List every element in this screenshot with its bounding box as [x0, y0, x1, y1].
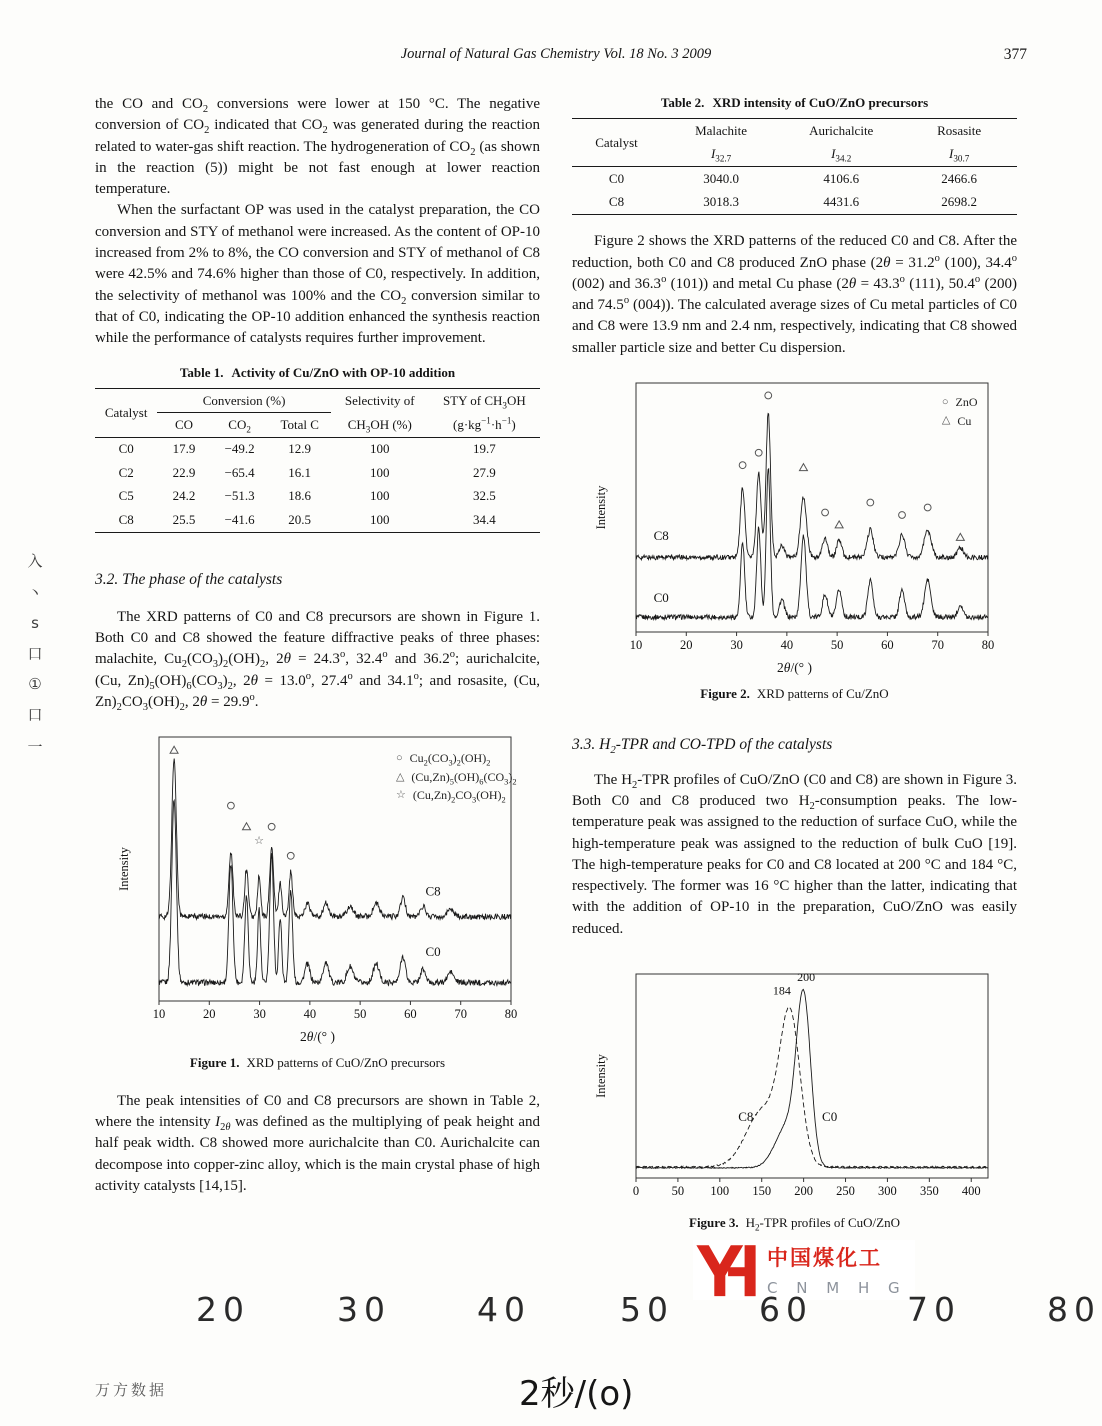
- journal-title: Journal of Natural Gas Chemistry Vol. 18 No. 3 2009: [400, 46, 712, 62]
- figure-3-label: Figure 3.: [689, 1215, 739, 1231]
- figure-1-xaxis-label: 2θ/(° ): [300, 1029, 335, 1045]
- table-1-label: Table 1.: [179, 364, 224, 380]
- figure-3: [572, 966, 1017, 1232]
- handwritten-stamp: 2秒/(o): [519, 1374, 634, 1414]
- paragraph: When the surfactant OP was used in the catalyst preparation, the CO conversion and STY of methanol were increased. As the content of OP-10 increased from 2% to 8%, the CO conversion and STY of methanol of C8 were 42.5% and 74.6% higher than those of C0, respectively. In addition, the selectivity of methanol was 100% and the $CO_2$ conversion similar to that of C0, indicating the OP-10 addition enhanced the synthesis reaction while the performance of catalysts requires further improvement.: [95, 202, 540, 347]
- two-column-body: [95, 92, 1017, 1232]
- svg-text:100: 100: [709, 1184, 729, 1199]
- svg-text:40: 40: [303, 1007, 316, 1022]
- cnmhg-logo-chinese: 中国煤化工: [767, 1246, 882, 1270]
- cell: −51.3: [224, 488, 255, 504]
- svg-text:184: 184: [772, 983, 791, 998]
- cell: −41.6: [211, 508, 269, 532]
- svg-text:50: 50: [671, 1184, 684, 1199]
- table-row: [95, 508, 540, 532]
- figure-2-caption-text: XRD patterns of Cu/ZnO: [756, 686, 889, 702]
- header-cell: $CO_2$: [211, 413, 269, 437]
- bottom-scale-number: 60: [759, 1290, 813, 1329]
- watermark-glyph: 口: [27, 706, 43, 724]
- svg-text:C0: C0: [653, 590, 669, 606]
- svg-text:Intensity: Intensity: [593, 485, 608, 530]
- header-cell: Malachite: [661, 119, 781, 143]
- watermark-glyph: 入: [27, 552, 43, 570]
- svg-text:20: 20: [679, 638, 693, 653]
- svg-text:50: 50: [830, 638, 843, 653]
- svg-text:10: 10: [629, 638, 642, 653]
- cell: C8: [572, 191, 661, 215]
- header-cell: Aurichalcite: [781, 119, 901, 143]
- bottom-scale-number: 70: [907, 1290, 961, 1329]
- cell: −49.2: [224, 441, 255, 457]
- table-row: [95, 413, 540, 437]
- table-2-title: XRD intensity of CuO/ZnO precursors: [712, 95, 929, 110]
- table-1-title: Activity of Cu/ZnO with OP-10 addition: [231, 364, 456, 380]
- legend-item: △ $(Cu,Zn)_5(OH)_6(CO_3)_2$: [395, 769, 517, 787]
- figure-3-plot: [590, 966, 1000, 1206]
- cell: C0: [608, 170, 625, 186]
- figure-2-plot: [590, 375, 1000, 660]
- svg-text:20: 20: [202, 1007, 216, 1022]
- table-row: [572, 191, 1017, 215]
- cell: 25.5: [157, 508, 210, 532]
- svg-text:250: 250: [835, 1184, 855, 1199]
- svg-text:C0: C0: [821, 1108, 837, 1124]
- paragraph: the CO and $CO_2$ conversions were lower at 150 °C. The negative conversion of $CO_2$ indicated that $CO_2$ was generated during the reaction related to water-gas shift reaction. The hydrogeneration of $CO_2$ (as shown in the reaction (5)) might be not fast enough at lower reaction temperature.: [95, 96, 541, 198]
- table-row: [572, 167, 1017, 191]
- figure-1-label: Figure 1.: [189, 1055, 240, 1071]
- figure-2-xaxis-label: 2θ/(° ): [777, 660, 812, 676]
- table-2-label: Table 2.: [660, 95, 705, 110]
- cell: 100: [370, 464, 390, 480]
- svg-text:80: 80: [981, 638, 994, 653]
- svg-text:C0: C0: [425, 944, 441, 960]
- cell: 100: [370, 441, 390, 457]
- svg-text:0: 0: [632, 1184, 639, 1199]
- table-2-caption: [572, 94, 1017, 112]
- cell: 24.2: [172, 488, 196, 504]
- table-1: [95, 388, 540, 533]
- cell: 34.4: [429, 508, 540, 532]
- figure-2-caption: [572, 685, 1017, 703]
- cell: 12.9: [288, 441, 312, 457]
- table-1-caption: [95, 364, 540, 382]
- section-heading-3-3: 3.3. $H_2$-TPR and CO-TPD of the catalysts: [572, 735, 833, 756]
- cell: 2698.2: [901, 191, 1017, 215]
- legend-item: △ Cu: [941, 413, 972, 428]
- cnmhg-logo-mark: [695, 1242, 757, 1298]
- figure-1-legend: [396, 749, 517, 805]
- watermark-glyph: ①: [28, 675, 42, 693]
- cell: 100: [331, 508, 429, 532]
- legend-item: ☆ $(Cu,Zn)_2CO_3(OH)_2$: [395, 788, 506, 805]
- svg-text:150: 150: [751, 1184, 771, 1199]
- figure-2-label: Figure 2.: [700, 686, 750, 702]
- table-row: [572, 119, 1017, 143]
- cell: C5: [118, 488, 134, 504]
- wanfang-watermark: 万方数据: [95, 1381, 168, 1399]
- header-cell: $I_{34.2}$: [781, 143, 901, 167]
- header-cell: $(g\cdot kg^{-1}\cdot h^{-1})$: [429, 413, 540, 437]
- cell: −65.4: [224, 464, 255, 480]
- header-cell: Catalyst: [95, 389, 157, 438]
- running-head: [95, 46, 1027, 63]
- svg-text:60: 60: [403, 1007, 417, 1022]
- svg-text:Intensity: Intensity: [116, 847, 131, 892]
- svg-text:70: 70: [453, 1007, 467, 1022]
- cell: 18.6: [288, 488, 312, 504]
- cell: 19.7: [472, 441, 496, 457]
- bottom-scale-number: 40: [477, 1290, 531, 1329]
- cell: 2466.6: [941, 170, 978, 186]
- cell: 22.9: [172, 464, 196, 480]
- watermark-glyph: 口: [27, 645, 43, 663]
- svg-text:C8: C8: [737, 1108, 753, 1124]
- svg-text:C8: C8: [653, 527, 669, 543]
- bottom-scale-number: 80: [1047, 1290, 1101, 1329]
- page-number: 377: [1003, 46, 1027, 63]
- section-heading-3-2: 3.2. The phase of the catalysts: [95, 570, 283, 588]
- header-cell: Rosasite: [901, 119, 1017, 143]
- cnmhg-logo-english: C N M H G: [767, 1279, 907, 1297]
- figure-3-caption: [572, 1214, 1017, 1232]
- table-row: [95, 389, 540, 413]
- svg-text:200: 200: [796, 970, 815, 985]
- watermark-glyph: 一: [27, 738, 43, 756]
- header-cell: Total C: [269, 413, 331, 437]
- paragraph: The peak intensities of C0 and C8 precursors are shown in Table 2, where the intensity $I_{2\theta}$ was defined as the multiplying of peak height and half peak width. C8 showed more aurichalcite than C0. Aurichalcite can decompose into copper-zinc alloy, which is the main crystal phase of high activity catalysts [14,15].: [95, 1092, 541, 1195]
- bottom-scale-number: 50: [620, 1290, 674, 1329]
- cell: C8: [95, 508, 157, 532]
- svg-text:300: 300: [877, 1184, 897, 1199]
- cell: 4106.6: [823, 170, 860, 186]
- paragraph: The XRD patterns of C0 and C8 precursors are shown in Figure 1. Both C0 and C8 showed the feature diffractive peaks of three phases: malachite, $Cu_2(CO_3)_2(OH)_2$, $2\theta = 24.3^o$, 32.4$^o$ and 36.2$^o$; aurichalcite, (Cu, $Zn)_5(OH)_6(CO_3)_2$, $2\theta = 13.0^o$, 27.4$^o$ and 34.1$^o$; and rosasite, (Cu, $Zn)_2CO_3(OH)_2$, $2\theta = 29.9^o$.: [95, 608, 541, 713]
- right-column: [572, 92, 1017, 1232]
- header-cell: Selectivity of: [331, 389, 429, 413]
- cell: C0: [118, 441, 134, 457]
- paragraph: Figure 2 shows the XRD patterns of the reduced C0 and C8. After the reduction, both C0 and C8 produced ZnO phase ($2\theta = 31.2^o$ (100), 34.4$^o$ (002) and 36.3$^o$ (101)) and metal Cu phase ($2\theta = 43.3^o$ (111), 50.4$^o$ (200) and 74.5$^o$ (004)). The calculated average sizes of Cu metal particles of C0 and C8 were 13.9 nm and 2.4 nm, respectively, indicating that C8 showed smaller particle size and better Cu dispersion.: [572, 233, 1018, 356]
- cell: 32.5: [472, 488, 496, 504]
- table-row: [95, 437, 540, 461]
- cell: 3018.3: [661, 191, 781, 215]
- header-cell: $I_{32.7}$: [661, 143, 781, 167]
- paragraph: The $H_2$-TPR profiles of CuO/ZnO (C0 and C8) are shown in Figure 3. Both C0 and C8 produced two $H_2$-consumption peaks. The low-temperature peak was assigned to the reduction of surface CuO, while the high-temperature peak was assigned to the reduction of bulk CuO [19]. The high-temperature peaks for C0 and C8 located at 200 °C and 184 °C, respectively. The former was 16 °C higher than the latter, indicating that with the addition of OP-10 in the preparation, CuO/ZnO was easily reduced.: [572, 771, 1018, 937]
- header-cell: Conversion (%): [157, 389, 331, 413]
- cell: 16.1: [288, 464, 312, 480]
- legend-item: ○ ZnO: [941, 395, 978, 410]
- svg-text:50: 50: [353, 1007, 366, 1022]
- svg-text:70: 70: [930, 638, 944, 653]
- svg-text:80: 80: [504, 1007, 517, 1022]
- watermark-glyph: 丶: [27, 584, 43, 602]
- header-cell: $I_{30.7}$: [901, 143, 1017, 167]
- cell: 27.9: [472, 464, 496, 480]
- svg-text:C8: C8: [425, 883, 441, 899]
- svg-text:☆: ☆: [253, 835, 264, 848]
- cell: 3040.0: [703, 170, 739, 186]
- left-column: [95, 92, 540, 1232]
- cell: 17.9: [172, 441, 196, 457]
- watermark-glyph: s: [31, 614, 39, 632]
- figure-2-legend: [942, 393, 978, 430]
- header-cell: $CH_3OH$ (%): [331, 413, 429, 437]
- table-row: [95, 485, 540, 508]
- svg-text:40: 40: [780, 638, 793, 653]
- bottom-scale-number: 20: [196, 1290, 250, 1329]
- table-row: [95, 461, 540, 484]
- header-cell: STY of $CH_3OH$: [429, 389, 540, 413]
- cnmhg-logo-text: [767, 1242, 907, 1297]
- cell: 4431.6: [781, 191, 901, 215]
- header-cell: Catalyst: [572, 119, 661, 167]
- figure-1: [95, 729, 540, 1073]
- svg-text:400: 400: [961, 1184, 981, 1199]
- cell: 20.5: [269, 508, 331, 532]
- cell: 100: [370, 488, 390, 504]
- svg-text:350: 350: [919, 1184, 939, 1199]
- figure-1-caption-text: XRD patterns of CuO/ZnO precursors: [246, 1055, 446, 1071]
- figure-2: [572, 375, 1017, 704]
- cell: C2: [118, 464, 134, 480]
- table-2: [572, 118, 1017, 215]
- bottom-scale-number: 30: [337, 1290, 391, 1329]
- svg-text:Intensity: Intensity: [593, 1054, 608, 1098]
- figure-1-caption: [95, 1054, 540, 1072]
- figure-3-caption-text: $H_2$-TPR profiles of CuO/ZnO: [745, 1215, 900, 1233]
- svg-text:30: 30: [729, 638, 743, 653]
- svg-text:200: 200: [793, 1184, 813, 1199]
- svg-text:10: 10: [152, 1007, 165, 1022]
- svg-text:30: 30: [252, 1007, 266, 1022]
- left-margin-watermark: [24, 550, 46, 757]
- legend-item: ○ $Cu_2(CO_3)_2(OH)_2$: [395, 751, 491, 768]
- header-cell: CO: [157, 413, 210, 437]
- svg-text:60: 60: [880, 638, 894, 653]
